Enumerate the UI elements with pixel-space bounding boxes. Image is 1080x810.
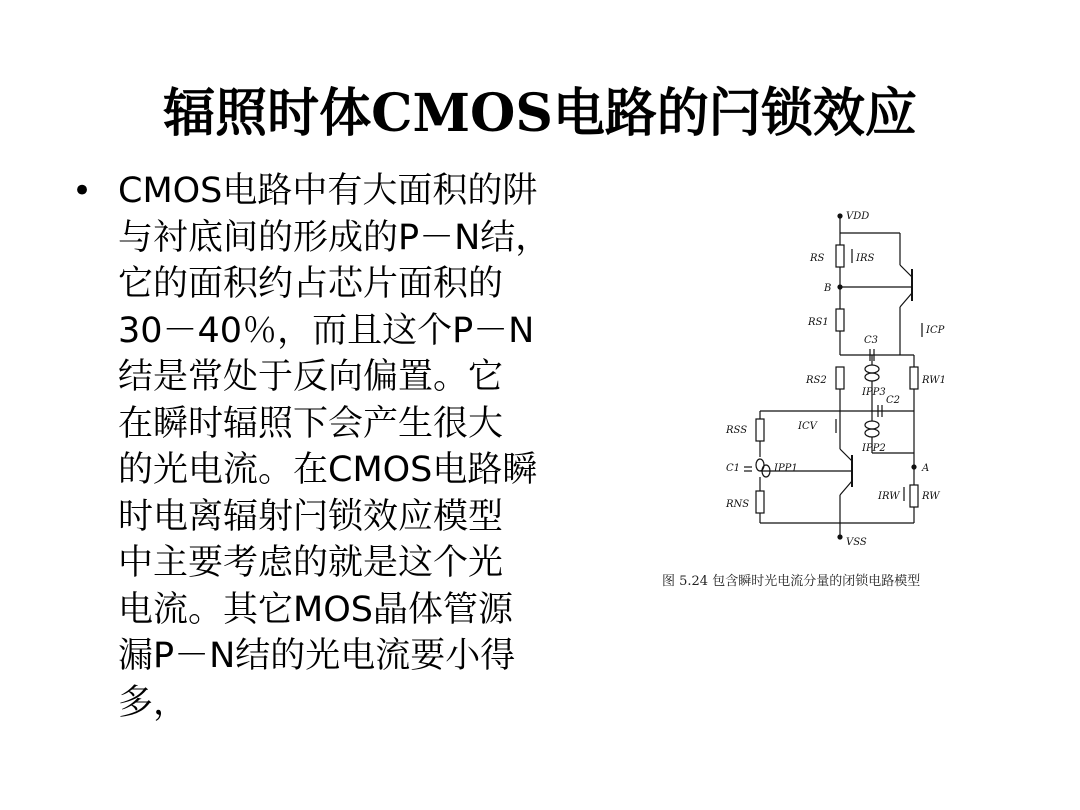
label-b: B [824, 283, 832, 294]
label-c2: C2 [886, 395, 901, 406]
label-ipp2: IPP2 [862, 443, 886, 454]
label-icp: ICP [926, 325, 945, 336]
vss-node [838, 535, 842, 539]
ipp2-source [865, 421, 879, 429]
label-c3: C3 [864, 335, 879, 346]
label-rs1: RS1 [808, 317, 829, 328]
label-vdd: VDD [846, 211, 870, 222]
label-c1: C1 [726, 463, 741, 474]
label-rs: RS [810, 253, 825, 264]
rns-resistor [756, 491, 764, 513]
bullet-line: 与衬底间的形成的P－N结， [118, 217, 551, 258]
label-rns: RNS [726, 499, 750, 510]
ipp3-source [865, 365, 879, 373]
label-ipp1: IPP1 [774, 463, 798, 474]
pnp-emitter [900, 265, 912, 277]
bullet-line: 它的面积约占芯片面积的 [118, 264, 504, 304]
bullet-line: 在瞬时辐照下会产生很大 [118, 403, 504, 444]
vdd-node [838, 214, 842, 218]
page-title: 辐照时体CMOS电路的闩锁效应 [163, 83, 917, 144]
bullet-line: 时电离辐射闩锁效应模型 [118, 496, 504, 537]
bullet-line: CMOS电路中有大面积的阱 [118, 171, 538, 211]
bullet-line: 中主要考虑的就是这个光 [118, 543, 504, 583]
label-rs2: RS2 [806, 375, 827, 386]
bullet-line: 多， [118, 682, 189, 723]
label-icv: ICV [798, 421, 817, 432]
circuit-diagram [660, 205, 1020, 565]
ipp1-source [756, 459, 764, 471]
bullet-line: 30－40％，而且这个P－N [118, 310, 535, 351]
latchup-circuit-figure [660, 205, 1020, 600]
label-rw: RW [922, 491, 940, 502]
rw-resistor [910, 485, 918, 507]
label-rss: RSS [726, 425, 748, 436]
bullet-line: 漏P－N结的光电流要小得 [118, 636, 516, 676]
label-irs: IRS [856, 253, 875, 264]
bullet-list [72, 168, 632, 726]
bullet-marker: • [72, 171, 93, 211]
figure-caption: 图 5.24 包含瞬时光电流分量的闭锁电路模型 [662, 574, 921, 589]
label-vss: VSS [846, 537, 867, 548]
label-a: A [922, 463, 930, 474]
label-rw1: RW1 [922, 375, 946, 386]
rw1-resistor [910, 367, 918, 389]
bullet-line: 电流。其它MOS晶体管源 [118, 589, 513, 630]
rss-resistor [756, 419, 764, 441]
bullet-line: 结是常处于反向偏置。它 [118, 357, 504, 397]
bullet-paragraph [118, 168, 632, 726]
rs-resistor [836, 245, 844, 267]
rs1-resistor [836, 309, 844, 331]
bullet-line: 的光电流。在CMOS电路瞬 [118, 450, 538, 490]
label-ipp3: IPP3 [862, 387, 886, 398]
rs2-resistor [836, 367, 844, 389]
label-irw: IRW [878, 491, 900, 502]
